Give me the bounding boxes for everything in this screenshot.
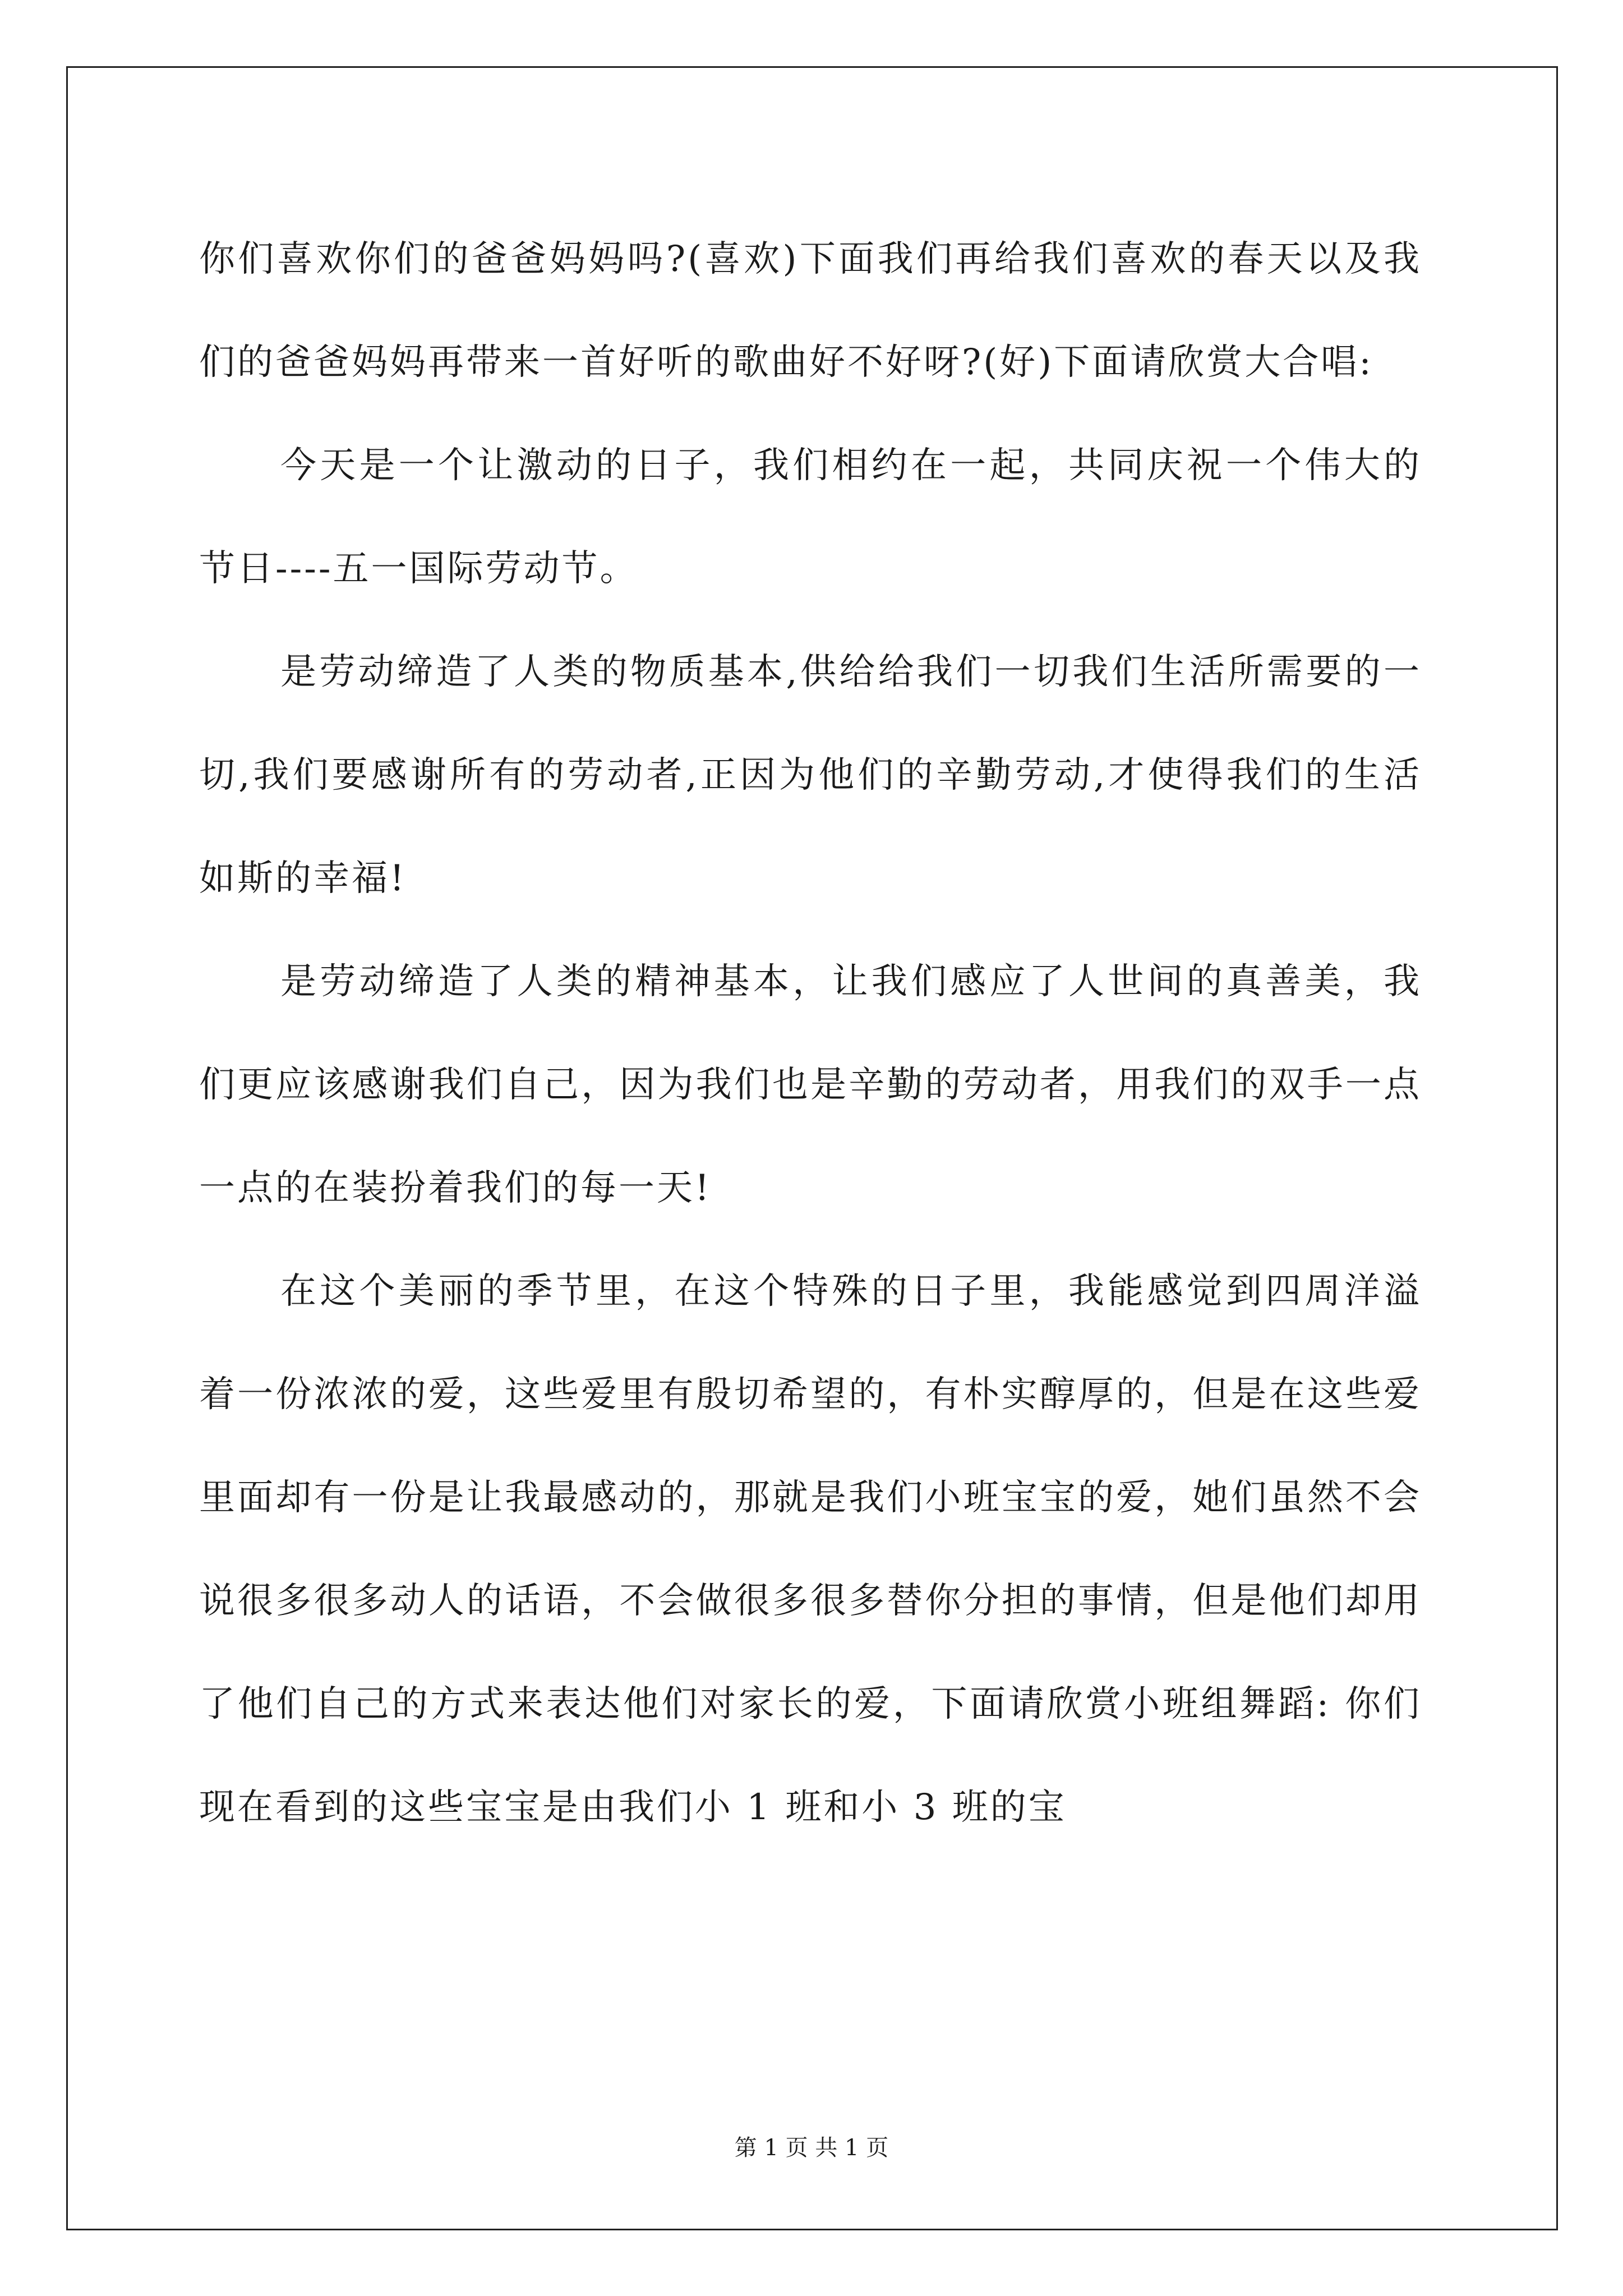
paragraph-5: 在这个美丽的季节里，在这个特殊的日子里，我能感觉到四周洋溢着一份浓浓的爱，这些爱里有殷切希望的，有朴实醇厚的，但是在这些爱里面却有一份是让我最感动的，那就是我们小班宝宝的爱，她们虽然不会说很多很多动人的话语，不会做很多很多替你分担的事情，但是他们却用了他们自己的方式来表达他们对家长的爱，下面请欣赏小班组舞蹈: 你们现在看到的这些宝宝是由我们小 1 班和小 3 班的宝 xyxy=(199,1271,1422,1828)
paragraph-4: 是劳动缔造了人类的精神基本，让我们感应了人世间的真善美，我们更应该感谢我们自己，因为我们也是辛勤的劳动者，用我们的双手一点一点的在装扮着我们的每一天! xyxy=(199,961,1422,1209)
page-number-label: 第 1 页 共 1 页 xyxy=(734,2135,889,2161)
paragraph-3: 是劳动缔造了人类的物质基本,供给给我们一切我们生活所需要的一切,我们要感谢所有的劳动者,正因为他们的辛勤劳动,才使得我们的生活如斯的幸福! xyxy=(199,651,1422,899)
page-footer xyxy=(0,2134,1623,2162)
document-body xyxy=(199,208,1422,1859)
paragraph-2: 今天是一个让激动的日子，我们相约在一起，共同庆祝一个伟大的节日----五一国际劳动节。 xyxy=(199,445,1422,590)
paragraph-1: 你们喜欢你们的爸爸妈妈吗?(喜欢)下面我们再给我们喜欢的春天以及我们的爸爸妈妈再带来一首好听的歌曲好不好呀?(好)下面请欣赏大合唱: xyxy=(199,238,1422,383)
